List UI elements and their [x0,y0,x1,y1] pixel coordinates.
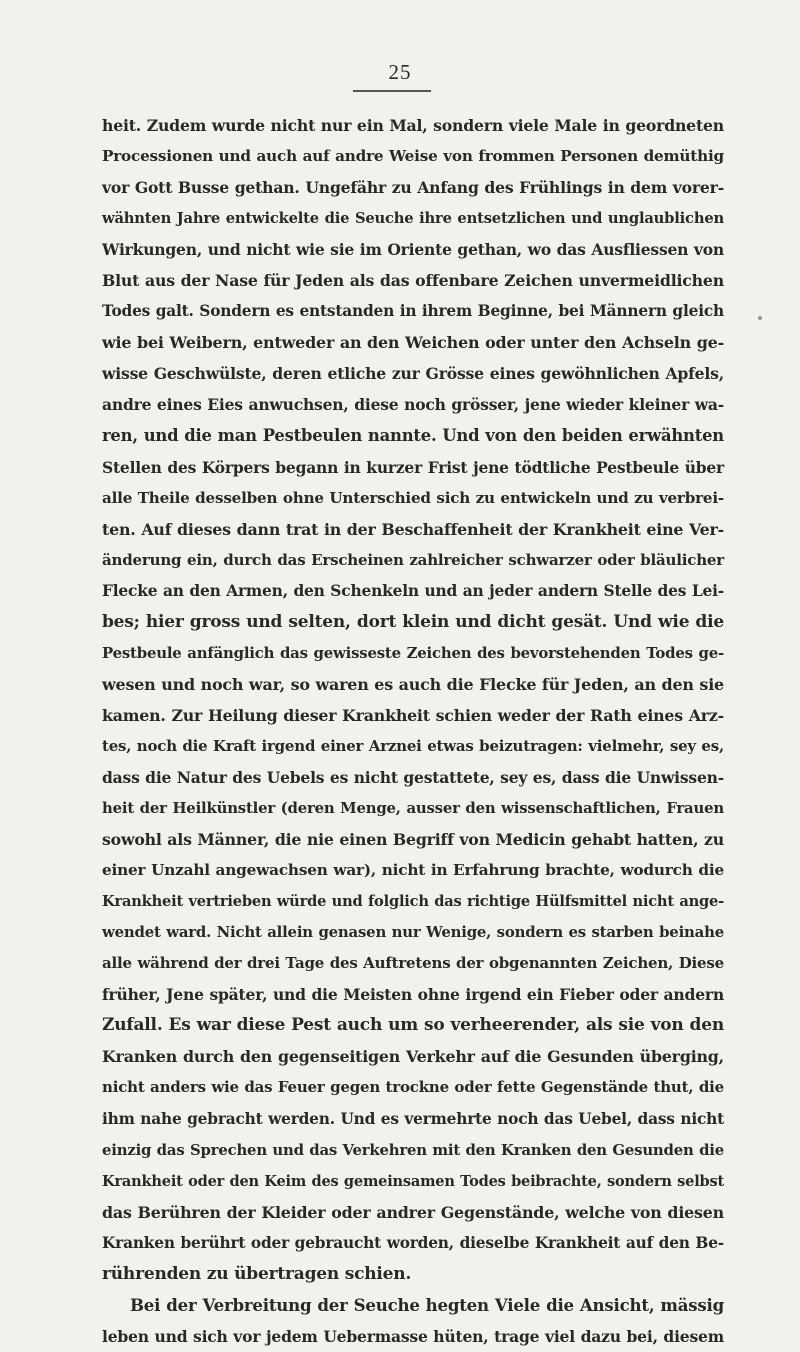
text-line: wie bei Weibern, entweder an den Weichen oder unter den Achseln ge- [102,333,724,353]
text-line: das Berühren der Kleider oder andrer Gegenstände, welche von diesen [102,1202,724,1222]
text-line: andre eines Eies anwuchsen, diese noch grösser, jene wieder kleiner wa- [102,395,724,415]
page-number-rule [353,90,431,92]
text-line: wesen und noch war, so waren es auch die Flecke für Jeden, an den sie [102,674,724,694]
text-line: Processionen und auch auf andre Weise von frommen Personen demüthig [102,147,724,166]
text-line: Zufall. Es war diese Pest auch um so verheerender, als sie von den [102,1015,724,1036]
text-line: vor Gott Busse gethan. Ungefähr zu Anfang des Frühlings in dem vorer- [102,178,724,198]
page-number: 25 [388,60,412,84]
text-line: Pestbeule anfänglich das gewisseste Zeichen des bevorstehenden Todes ge- [102,643,724,662]
text-line: ren, und die man Pestbeulen nannte. Und von den beiden erwähnten [102,426,724,446]
text-line: Kranken durch den gegenseitigen Verkehr auf die Gesunden überging, [102,1047,724,1067]
paper-speck [758,316,762,320]
text-line: nicht anders wie das Feuer gegen trockne oder fette Gegenstände thut, die [102,1078,724,1097]
text-line: Krankheit oder den Keim des gemeinsamen Todes beibrachte, sondern selbst [102,1172,724,1190]
text-line: früher, Jene später, und die Meisten ohne irgend ein Fieber oder andern [102,985,724,1005]
text-line: ihm nahe gebracht werden. Und es vermehrte noch das Uebel, dass nicht [102,1109,724,1128]
body-text [102,110,724,1352]
text-line: Bei der Verbreitung der Seuche hegten Viele die Ansicht, mässig [130,1294,724,1315]
text-line: Blut aus der Nase für Jeden als das offenbare Zeichen unvermeidlichen [102,271,724,291]
text-line: Wirkungen, und nicht wie sie im Oriente gethan, wo das Ausfliessen von [102,240,724,260]
text-line: heit der Heilkünstler (deren Menge, ausser den wissenschaftlichen, Frauen [102,799,724,818]
text-line: Todes galt. Sondern es entstanden in ihrem Beginne, bei Männern gleich [102,302,724,321]
text-line: einzig das Sprechen und das Verkehren mit den Kranken den Gesunden die [102,1140,724,1159]
text-line: tes, noch die Kraft irgend einer Arznei etwas beizutragen: vielmehr, sey es, [102,736,724,755]
text-line: sowohl als Männer, die nie einen Begriff von Medicin gehabt hatten, zu [102,830,724,850]
text-line: Kranken berührt oder gebraucht worden, dieselbe Krankheit auf den Be- [102,1233,724,1252]
text-line: kamen. Zur Heilung dieser Krankheit schien weder der Rath eines Arz- [102,705,724,725]
text-line: rührenden zu übertragen schien. [102,1263,412,1284]
text-line: Krankheit vertrieben würde und folglich das richtige Hülfsmittel nicht ange- [102,893,724,911]
text-line: wisse Geschwülste, deren etliche zur Grösse eines gewöhnlichen Apfels, [102,364,724,384]
text-line: änderung ein, durch das Erscheinen zahlreicher schwarzer oder bläulicher [102,550,724,569]
text-line: Stellen des Körpers begann in kurzer Frist jene tödtliche Pestbeule über [102,457,724,477]
text-line: alle Theile desselben ohne Unterschied sich zu entwickeln und zu verbrei- [102,488,724,507]
text-line: alle während der drei Tage des Auftretens der obgenannten Zeichen, Diese [102,954,724,973]
text-line: wendet ward. Nicht allein genasen nur Wenige, sondern es starben beinahe [102,923,724,942]
text-line: heit. Zudem wurde nicht nur ein Mal, sondern viele Male in geordneten [102,116,724,135]
text-line: einer Unzahl angewachsen war), nicht in Erfahrung brachte, wodurch die [102,861,724,880]
text-line: Flecke an den Armen, den Schenkeln und an jeder andern Stelle des Lei- [102,581,724,600]
text-line: ten. Auf dieses dann trat in der Beschaffenheit der Krankheit eine Ver- [102,519,724,539]
text-line: leben und sich vor jedem Uebermasse hüten, trage viel dazu bei, diesem [102,1326,724,1346]
text-line: bes; hier gross und selten, dort klein und dicht gesät. Und wie die [102,611,724,632]
text-line: dass die Natur des Uebels es nicht gestattete, sey es, dass die Unwissen- [102,767,724,787]
text-line: wähnten Jahre entwickelte die Seuche ihre entsetzlichen und unglaublichen [102,210,724,228]
